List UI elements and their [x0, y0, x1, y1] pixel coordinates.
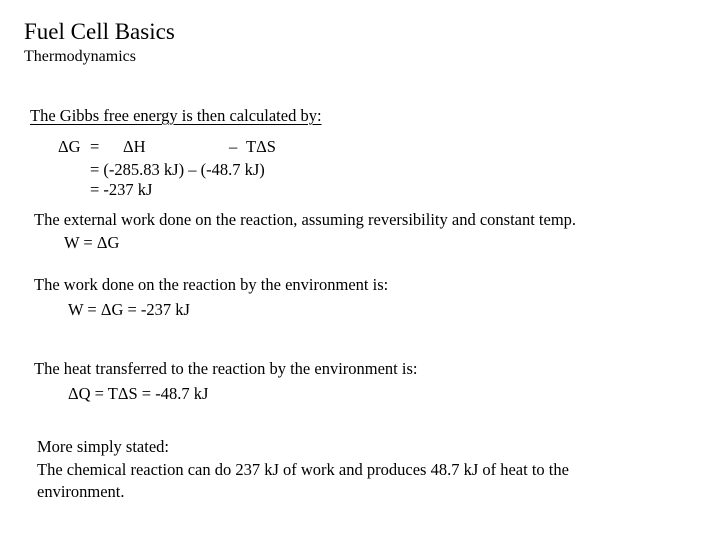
heat-equation: ΔQ = TΔS = -48.7 kJ — [68, 384, 209, 403]
equation-t-delta-s: TΔS — [246, 137, 276, 156]
summary-line: The chemical reaction can do 237 kJ of work and produces 48.7 kJ of heat to the — [37, 460, 569, 479]
external-work-text: The external work done on the reaction, assuming reversibility and constant temp. — [34, 210, 577, 229]
slide-title: Fuel Cell Basics — [24, 19, 175, 44]
summary-line-end: environment. — [37, 482, 125, 501]
equation-minus: – — [229, 137, 238, 156]
equation-equals: = — [90, 137, 100, 156]
slide-subtitle: Thermodynamics — [24, 48, 136, 65]
equation-result: = -237 kJ — [90, 180, 153, 199]
gibbs-heading: The Gibbs free energy is then calculated by: — [30, 106, 322, 125]
summary-heading: More simply stated: — [37, 437, 169, 456]
environment-work-text: The work done on the reaction by the environment is: — [34, 275, 389, 294]
external-work-equation: W = ΔG — [64, 233, 120, 252]
equation-delta-h: ΔH — [123, 137, 146, 156]
equation-values: = (-285.83 kJ) – (-48.7 kJ) — [90, 160, 265, 179]
equation-delta-g: ΔG — [58, 137, 81, 156]
heat-text: The heat transferred to the reaction by the environment is: — [34, 359, 418, 378]
environment-work-equation: W = ΔG = -237 kJ — [68, 300, 190, 319]
